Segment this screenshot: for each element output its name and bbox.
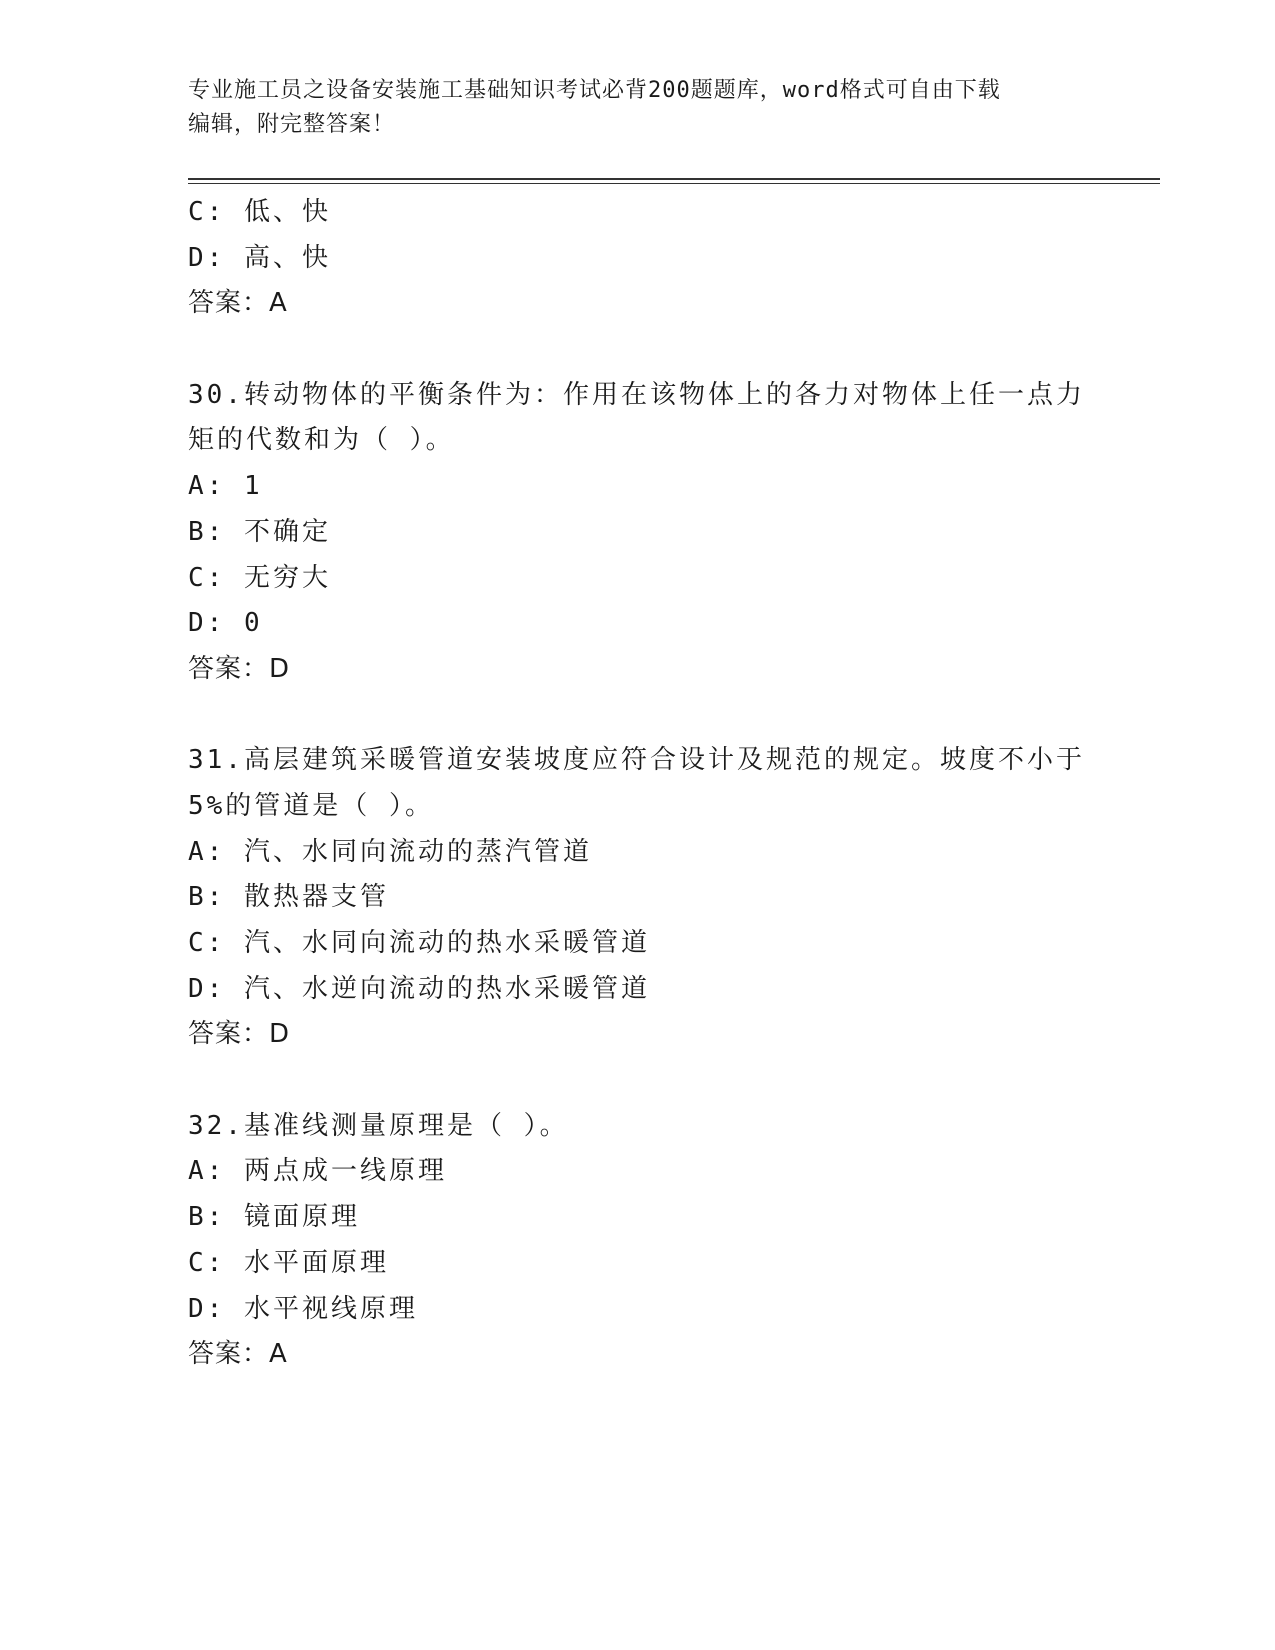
answer-line: 答案：A xyxy=(188,288,288,319)
option-d: D: 0 xyxy=(188,608,263,639)
option-b: B: 镜面原理 xyxy=(188,1202,360,1233)
option-c: C: 无穷大 xyxy=(188,562,331,593)
option-a: A: 1 xyxy=(188,471,263,502)
spacer xyxy=(188,1058,1088,1104)
answer-line: 答案：D xyxy=(188,1019,291,1050)
question-30 xyxy=(188,373,1088,693)
option-a: A: 汽、水同向流动的蒸汽管道 xyxy=(188,836,592,867)
option-d: D: 水平视线原理 xyxy=(188,1293,418,1324)
option-c: C: 水平面原理 xyxy=(188,1247,389,1278)
option-d: D: 高、快 xyxy=(188,242,331,273)
question-stem-line: 31.高层建筑采暖管道安装坡度应符合设计及规范的规定。坡度不小于 xyxy=(188,745,1085,776)
option-c: C: 低、快 xyxy=(188,197,331,227)
question-stem-line: 矩的代数和为（ ）。 xyxy=(188,425,455,456)
question-stem-line: 30.转动物体的平衡条件为：作用在该物体上的各力对物体上任一点力 xyxy=(188,379,1085,410)
header-title-line-1: 专业施工员之设备安装施工基础知识考试必背200题题库，word格式可自由下载 xyxy=(188,78,1001,103)
option-b: B: 不确定 xyxy=(188,516,331,547)
page-header xyxy=(188,74,1088,142)
question-31 xyxy=(188,738,1088,1058)
option-a: A: 两点成一线原理 xyxy=(188,1156,447,1187)
question-stem-line: 5%的管道是（ ）。 xyxy=(188,790,434,821)
spacer xyxy=(188,327,1088,373)
option-b: B: 散热器支管 xyxy=(188,882,389,913)
option-d: D: 汽、水逆向流动的热水采暖管道 xyxy=(188,973,650,1004)
question-29-continuation xyxy=(188,190,1088,327)
question-32 xyxy=(188,1104,1088,1378)
question-list xyxy=(188,190,1088,1378)
answer-line: 答案：D xyxy=(188,653,291,684)
header-divider xyxy=(188,178,1160,184)
question-stem-line: 32.基准线测量原理是（ ）。 xyxy=(188,1110,569,1141)
option-c: C: 汽、水同向流动的热水采暖管道 xyxy=(188,928,650,958)
header-title-line-2: 编辑，附完整答案！ xyxy=(188,112,396,137)
spacer xyxy=(188,693,1088,739)
answer-line: 答案：A xyxy=(188,1339,288,1370)
